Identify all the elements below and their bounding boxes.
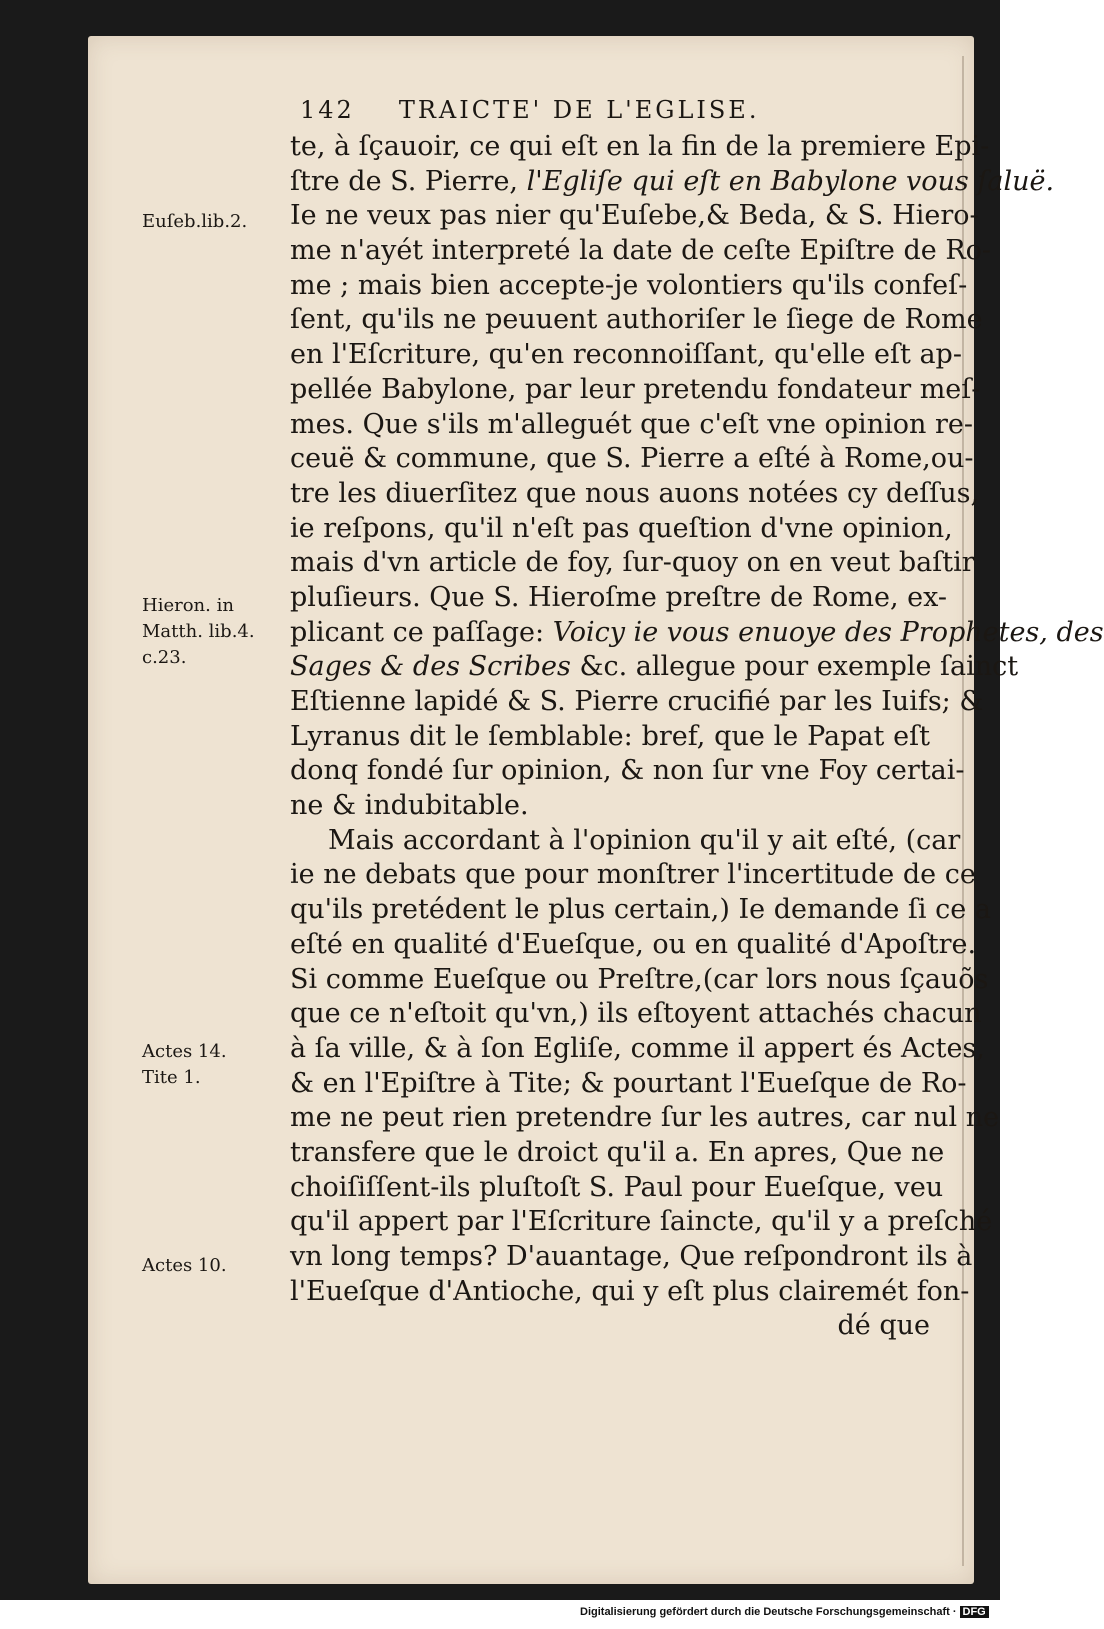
line-text: l'Eueſque d'Antioche, qui y eſt plus clairemét fon- <box>290 1275 970 1307</box>
text-line <box>290 199 979 234</box>
line-text: ſtre de S. Pierre, <box>290 165 527 197</box>
line-text: ie reſpons, qu'il n'eſt pas queſtion d'vne opinion, <box>290 512 953 544</box>
text-line <box>290 754 965 789</box>
text-line <box>290 234 992 269</box>
text-line <box>290 1101 1000 1136</box>
line-text: qu'il appert par l'Eſcriture ſaincte, qu'il y a preſché <box>290 1206 993 1238</box>
text-line <box>290 130 990 165</box>
line-text: vn long temps? D'auantage, Que reſpondront ils à <box>290 1241 973 1272</box>
text-line <box>290 373 981 408</box>
text-line <box>290 824 961 859</box>
text-line <box>290 1171 944 1206</box>
line-text: ceuë & commune, que S. Pierre a eſté à Rome,ou- <box>290 443 974 475</box>
line-text: ſent, qu'ils ne peuuent authoriſer le ſiege de Rome <box>290 304 983 336</box>
dfg-logo: DFG <box>960 1606 989 1618</box>
text-line <box>290 1136 945 1171</box>
running-head <box>300 96 850 124</box>
line-text: qu'ils pretédent le plus certain,) Ie demande ſi ce a <box>290 894 991 926</box>
text-line <box>290 893 991 928</box>
line-text: me ne peut rien pretendre ſur les autres, car nul ne <box>290 1102 1000 1134</box>
text-line <box>290 650 1019 685</box>
running-title: TRAICTE' DE L'EGLISE. <box>398 96 760 124</box>
text-line <box>290 512 953 547</box>
text-line <box>290 616 1104 651</box>
line-text: Ie ne veux pas nier qu'Euſebe,& Beda, & S. Hiero- <box>290 200 979 232</box>
line-text: me ; mais bien accepte-je volontiers qu'ils confeſ- <box>290 269 968 301</box>
text-line <box>290 1240 973 1275</box>
margin-note: c.23. <box>142 647 187 668</box>
italic-text: l'Egliſe qui eſt en Babylone vous ſaluë. <box>526 165 1055 197</box>
text-line <box>290 269 968 304</box>
line-text: transfere que le droict qu'il a. En apres, Que ne <box>290 1136 945 1168</box>
text-line <box>290 546 975 581</box>
line-text: pellée Babylone, par leur pretendu fondateur meſ- <box>290 373 981 405</box>
line-text: me n'ayét interpreté la date de ceſte Epiſtre de Ro- <box>290 235 992 267</box>
text-line <box>290 1275 970 1310</box>
line-text: & en l'Epiſtre à Tite; & pourtant l'Eueſque de Ro- <box>290 1067 967 1099</box>
text-line <box>290 408 973 443</box>
margin-note: Tite 1. <box>142 1067 201 1088</box>
line-text: ne & indubitable. <box>290 790 529 822</box>
line-text: Lyranus dit le ſemblable: bref, que le Papat eſt <box>290 720 930 752</box>
text-line <box>290 720 930 755</box>
text-line <box>290 963 989 998</box>
text-line <box>290 789 930 824</box>
margin-note: Actes 10. <box>142 1255 227 1276</box>
line-text: mes. Que s'ils m'alleguét que c'eſt vne opinion re- <box>290 408 973 440</box>
footer-text: Digitalisierung gefördert durch die Deutsche Forschungsgemeinschaft · <box>580 1606 957 1618</box>
text-line <box>290 442 974 477</box>
main-text-block <box>290 130 1104 1344</box>
line-text: que ce n'eſtoit qu'vn,) ils eſtoyent attachés chacun <box>290 998 982 1030</box>
text-line <box>290 858 976 893</box>
line-text: plicant ce paſſage: <box>290 616 553 648</box>
text-line <box>290 165 1055 200</box>
line-text: donq fondé ſur opinion, & non ſur vne Foy certai- <box>290 755 965 787</box>
italic-text: Sages & des Scribes <box>290 651 571 683</box>
text-line <box>290 1032 985 1067</box>
line-text: Si comme Eueſque ou Preſtre,(car lors nous ſçauõs <box>290 963 989 995</box>
margin-note: Euſeb.lib.2. <box>142 211 248 232</box>
line-text: Eſtienne lapidé & S. Pierre crucifié par les Iuifs; & <box>290 686 984 717</box>
line-text: Mais accordant à l'opinion qu'il y ait eſté, (car <box>328 824 961 856</box>
line-text: à ſa ville, & à ſon Egliſe, comme il appert és Actes, <box>290 1032 985 1064</box>
line-text: te, à ſçauoir, ce qui eſt en la fin de la premiere Epi- <box>290 131 990 162</box>
line-text: choiſiſſent-ils pluſtoſt S. Paul pour Eueſque, veu <box>290 1171 944 1203</box>
margin-note: Actes 14. <box>142 1041 227 1062</box>
text-line <box>290 338 962 373</box>
margin-note: Hieron. in <box>142 595 234 616</box>
line-text: ie ne debats que pour monſtrer l'incertitude de ce <box>290 859 976 891</box>
line-text: en l'Eſcriture, qu'en reconnoiſſant, qu'elle eſt ap- <box>290 339 962 371</box>
text-line <box>290 581 948 616</box>
line-text: dé que <box>837 1310 930 1342</box>
text-line <box>290 997 982 1032</box>
line-text: &c. allegue pour exemple ſainct <box>570 651 1019 683</box>
margin-note: Matth. lib.4. <box>142 621 255 642</box>
text-line <box>290 1309 930 1344</box>
text-line <box>290 1067 967 1102</box>
line-text: pluſieurs. Que S. Hieroſme preſtre de Rome, ex- <box>290 581 948 613</box>
footer-credit <box>580 1606 989 1618</box>
italic-text: Voicy ie vous enuoye des Prophetes, des <box>552 616 1104 648</box>
line-text: mais d'vn article de foy, ſur-quoy on en veut baſtir <box>290 547 975 579</box>
line-text: tre les diuerſitez que nous auons notées cy deſſus, <box>290 477 980 509</box>
text-line <box>290 1205 993 1240</box>
page-number: 142 <box>300 96 355 124</box>
text-line <box>290 477 980 512</box>
line-text: eſté en qualité d'Eueſque, ou en qualité d'Apoſtre. <box>290 928 977 960</box>
text-line <box>290 685 984 720</box>
text-line <box>290 928 977 963</box>
text-line <box>290 303 983 338</box>
